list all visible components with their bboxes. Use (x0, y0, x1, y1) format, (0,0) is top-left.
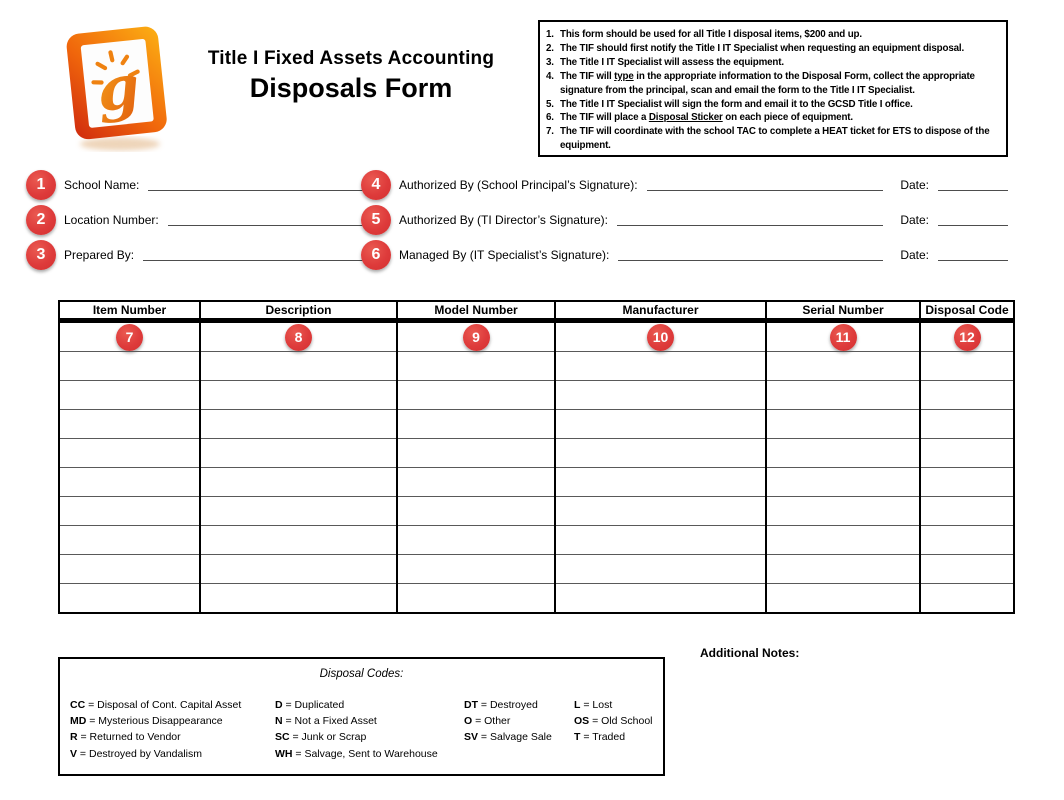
table-row (59, 352, 1014, 381)
table-cell[interactable] (555, 410, 766, 439)
instruction-text (560, 56, 1002, 70)
code-SV: SV = Salvage Sale (464, 731, 552, 744)
table-row (59, 584, 1014, 613)
code-OS: OS = Old School (574, 715, 653, 728)
table-cell[interactable] (555, 555, 766, 584)
table-cell[interactable] (59, 584, 200, 613)
g-sunburst-logo (56, 24, 178, 154)
date-blank-line[interactable] (938, 260, 1008, 261)
table-cell[interactable] (555, 321, 766, 352)
code-D: D = Duplicated (275, 699, 345, 711)
code-DT: DT = Destroyed (464, 699, 538, 711)
table-cell[interactable] (766, 439, 920, 468)
code-abbrev: O (464, 715, 473, 728)
column-header-model-number: Model Number (397, 301, 555, 321)
date-label: Date: (900, 212, 929, 227)
code-abbrev: MD (70, 715, 87, 728)
instruction-text (560, 125, 1002, 153)
table-cell[interactable] (200, 468, 397, 497)
code-abbrev: WH (275, 747, 293, 760)
disposal-codes-title: Disposal Codes: (319, 668, 404, 680)
signature-row-step-6 (361, 239, 1008, 270)
table-cell[interactable] (920, 321, 1014, 352)
instruction-number: 1. (546, 29, 554, 40)
table-cell[interactable] (555, 439, 766, 468)
step-marker-4: 4 (361, 170, 391, 200)
signature-label: Authorized By (TI Director’s Signature): (399, 212, 608, 227)
table-cell[interactable] (397, 321, 555, 352)
code-abbrev: V (70, 747, 78, 760)
codes-column-1 (70, 697, 241, 762)
logo-graphic (56, 24, 178, 154)
text-segment: on each piece of equipment. (722, 112, 853, 124)
table-header-row (59, 301, 1014, 321)
table-cell[interactable] (920, 526, 1014, 555)
signature-row-step-5 (361, 204, 1008, 235)
table-cell[interactable] (766, 321, 920, 352)
table-body (59, 321, 1014, 613)
table-cell[interactable] (397, 468, 555, 497)
table-cell[interactable] (397, 497, 555, 526)
field-label: Location Number: (64, 212, 159, 227)
instruction-number: 7. (546, 126, 554, 138)
table-row (59, 497, 1014, 526)
column-header-disposal-code: Disposal Code (920, 301, 1014, 321)
signature-blank-line[interactable] (618, 260, 883, 261)
field-label: School Name: (64, 177, 140, 192)
table-cell[interactable] (59, 381, 200, 410)
text-segment: This form should be used for all Title I disposal items, $200 and up. (560, 29, 862, 40)
code-abbrev: CC (70, 699, 86, 711)
table-cell[interactable] (59, 321, 200, 352)
date-blank-line[interactable] (938, 190, 1008, 191)
date-label: Date: (900, 177, 929, 192)
table-row (59, 439, 1014, 468)
instruction-item-2 (546, 42, 1002, 56)
code-N: N = Not a Fixed Asset (275, 715, 377, 728)
instruction-number: 3. (546, 56, 554, 68)
instruction-number: 5. (546, 98, 554, 110)
codes-column-4 (574, 697, 653, 746)
table-cell[interactable] (397, 439, 555, 468)
step-marker-10: 10 (647, 324, 674, 351)
step-marker-8: 8 (285, 324, 312, 351)
disposal-items-table (58, 300, 1015, 614)
table-cell[interactable] (200, 410, 397, 439)
column-header-item-number: Item Number (59, 301, 200, 321)
code-L: L = Lost (574, 699, 613, 711)
field-label: Prepared By: (64, 247, 135, 262)
field-row-school-name- (26, 169, 376, 200)
step-marker-3: 3 (26, 240, 56, 270)
table-row-step-markers (59, 321, 1014, 352)
table-cell[interactable] (766, 584, 920, 613)
instruction-text (560, 98, 1002, 112)
field-blank-line[interactable] (168, 225, 376, 226)
signature-fields (361, 169, 1008, 274)
logo-g-letter: g (93, 51, 143, 126)
signature-blank-line[interactable] (647, 190, 884, 191)
table-cell[interactable] (397, 555, 555, 584)
table-cell[interactable] (59, 497, 200, 526)
instruction-item-3 (546, 56, 1002, 70)
field-blank-line[interactable] (148, 190, 376, 191)
field-row-prepared-by- (26, 239, 376, 270)
instruction-number: 2. (546, 42, 554, 54)
step-marker-6: 6 (361, 240, 391, 270)
table-cell[interactable] (200, 352, 397, 381)
table-cell[interactable] (59, 468, 200, 497)
table-cell[interactable] (920, 352, 1014, 381)
code-abbrev: D (275, 699, 283, 711)
table-cell[interactable] (397, 381, 555, 410)
table-cell[interactable] (200, 526, 397, 555)
table-cell[interactable] (920, 497, 1014, 526)
table-cell[interactable] (59, 439, 200, 468)
signature-row-step-4 (361, 169, 1008, 200)
instruction-item-6 (546, 111, 1002, 125)
code-abbrev: SV (464, 731, 479, 744)
table-cell[interactable] (766, 468, 920, 497)
text-segment: in the appropriate information to the Disposal Form, collect the appropriate signature from the principal, scan and email the form to the Title I IT Specialist. (560, 70, 975, 96)
step-marker-7: 7 (116, 324, 143, 351)
table-cell[interactable] (397, 410, 555, 439)
code-abbrev: N (275, 715, 283, 728)
code-O: O = Other (464, 715, 511, 728)
table-cell[interactable] (200, 584, 397, 613)
step-marker-11: 11 (830, 324, 857, 351)
codes-column-3 (464, 697, 552, 746)
column-header-serial-number: Serial Number (766, 301, 920, 321)
step-marker-5: 5 (361, 205, 391, 235)
table-cell[interactable] (397, 584, 555, 613)
table-cell[interactable] (555, 352, 766, 381)
table-row (59, 381, 1014, 410)
table-row (59, 526, 1014, 555)
code-T: T = Traded (574, 731, 626, 744)
code-WH: WH = Salvage, Sent to Warehouse (275, 747, 438, 760)
code-SC: SC = Junk or Scrap (275, 731, 367, 744)
code-abbrev: OS (574, 715, 590, 728)
date-blank-line[interactable] (938, 225, 1008, 226)
table-cell[interactable] (59, 410, 200, 439)
instruction-item-7 (546, 125, 1002, 153)
field-blank-line[interactable] (143, 260, 376, 261)
table-row (59, 555, 1014, 584)
table-cell[interactable] (397, 352, 555, 381)
table-cell[interactable] (555, 584, 766, 613)
table-cell[interactable] (920, 584, 1014, 613)
form-title-line1: Title I Fixed Assets Accounting (207, 48, 495, 69)
table-cell[interactable] (920, 381, 1014, 410)
column-header-description: Description (200, 301, 397, 321)
code-abbrev: T (574, 731, 581, 744)
text-segment: The TIF will (560, 70, 615, 82)
table-cell[interactable] (200, 439, 397, 468)
table-cell[interactable] (766, 555, 920, 584)
table-row (59, 410, 1014, 439)
table-cell[interactable] (59, 526, 200, 555)
table-cell[interactable] (555, 381, 766, 410)
signature-label: Managed By (IT Specialist’s Signature): (399, 247, 610, 262)
table-row (59, 468, 1014, 497)
table-cell[interactable] (766, 497, 920, 526)
step-marker-12: 12 (954, 324, 981, 351)
code-CC: CC = Disposal of Cont. Capital Asset (70, 699, 242, 711)
instruction-item-5 (546, 98, 1002, 112)
table-cell[interactable] (920, 439, 1014, 468)
codes-column-2 (275, 697, 438, 762)
table-cell[interactable] (920, 555, 1014, 584)
instruction-text (560, 42, 1002, 56)
table-cell[interactable] (555, 497, 766, 526)
table-cell[interactable] (920, 468, 1014, 497)
form-title-block (171, 48, 531, 104)
underlined-term: type (614, 70, 634, 82)
code-V: V = Destroyed by Vandalism (70, 747, 203, 760)
instruction-item-4 (546, 70, 1002, 98)
code-abbrev: R (70, 731, 78, 744)
step-marker-1: 1 (26, 170, 56, 200)
table-cell[interactable] (59, 352, 200, 381)
signature-label: Authorized By (School Principal’s Signature): (399, 177, 638, 192)
signature-blank-line[interactable] (617, 225, 883, 226)
underlined-term: Disposal Sticker (648, 112, 723, 124)
text-segment: The Title I IT Specialist will assess the equipment. (560, 56, 784, 68)
table-cell[interactable] (59, 555, 200, 584)
instruction-item-1 (546, 28, 1002, 42)
text-segment: The TIF should first notify the Title I IT Specialist when requesting an equipment disposal. (560, 42, 965, 54)
text-segment: The Title I IT Specialist will sign the form and email it to the GCSD Title I office. (560, 98, 913, 110)
code-abbrev: L (574, 699, 581, 711)
field-row-location-number- (26, 204, 376, 235)
instructions-box (538, 20, 1008, 157)
table-cell[interactable] (766, 352, 920, 381)
code-abbrev: SC (275, 731, 290, 744)
table-cell[interactable] (200, 321, 397, 352)
instruction-number: 4. (546, 70, 554, 82)
instruction-number: 6. (546, 112, 554, 124)
text-segment: The TIF will coordinate with the school TAC to complete a HEAT ticket for ETS to dispose of the equipment. (560, 126, 990, 152)
table-cell[interactable] (555, 468, 766, 497)
column-header-manufacturer: Manufacturer (555, 301, 766, 321)
step-marker-2: 2 (26, 205, 56, 235)
table-cell[interactable] (555, 526, 766, 555)
instruction-text (560, 28, 1002, 42)
logo-shadow (80, 138, 160, 151)
table-cell[interactable] (200, 555, 397, 584)
form-title-line2: Disposals Form (249, 73, 453, 103)
table-cell[interactable] (766, 410, 920, 439)
table-cell[interactable] (920, 410, 1014, 439)
code-abbrev: DT (464, 699, 478, 711)
instructions-list (546, 28, 1002, 153)
table-cell[interactable] (200, 497, 397, 526)
table-cell[interactable] (397, 526, 555, 555)
instruction-text (560, 70, 1002, 98)
school-info-fields (26, 169, 376, 274)
table-cell[interactable] (766, 381, 920, 410)
step-marker-9: 9 (463, 324, 490, 351)
table-cell[interactable] (766, 526, 920, 555)
code-MD: MD = Mysterious Disappearance (70, 715, 223, 728)
date-label: Date: (900, 247, 929, 262)
disposal-codes-box (58, 657, 665, 776)
instruction-text (560, 111, 1002, 125)
additional-notes-label: Additional Notes: (700, 646, 800, 660)
text-segment: The TIF will place a (560, 112, 649, 124)
code-R: R = Returned to Vendor (70, 731, 181, 744)
table-cell[interactable] (200, 381, 397, 410)
